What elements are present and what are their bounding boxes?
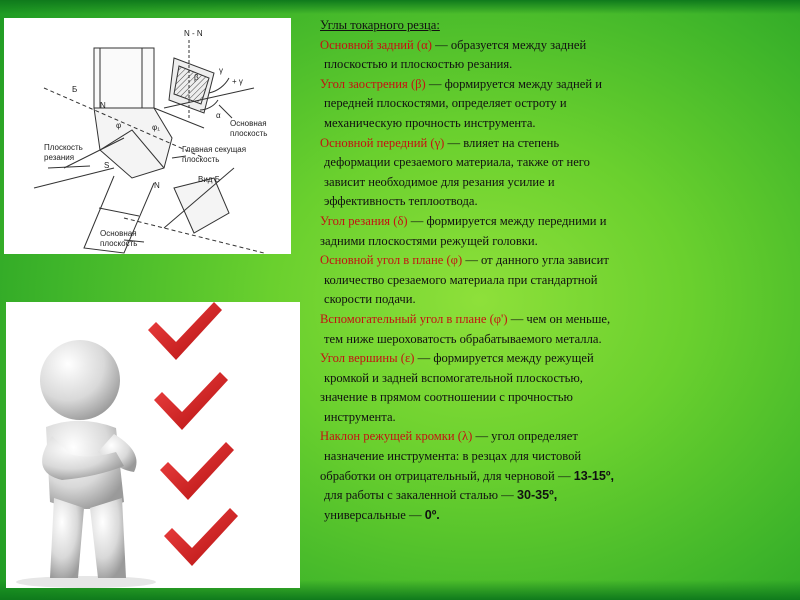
label-cutting-plane-1: Плоскость [44, 143, 83, 152]
item-phi-line-2: количество срезаемого материала при стандартной [324, 272, 598, 287]
label-phi1: φ₁ [152, 123, 160, 132]
item-alpha-line-1: Основной задний (α) — образуется между задней [320, 37, 587, 52]
term-gamma: Основной передний (γ) [320, 135, 445, 150]
item-gamma-line-3: зависит необходимое для резания усилие и [324, 174, 555, 189]
item-phi-line-1: Основной угол в плане (φ) — от данного угла зависит [320, 253, 609, 268]
item-lambda-line-1: Наклон режущей кромки (λ) — угол определяет [320, 429, 578, 444]
label-cutting-plane-2: резания [44, 153, 75, 162]
checkmark-4 [164, 508, 238, 566]
item-phi1-line-1: Вспомогательный угол в плане (φ') — чем он меньше, [320, 311, 611, 326]
checkmark-2 [154, 372, 228, 430]
item-phi1-line-2: тем ниже шероховатость обрабатываемого металла. [324, 331, 602, 346]
value-hardened-angle: 30-35º, [516, 488, 558, 503]
label-main-plane-b1: Основная [100, 229, 137, 238]
item-epsilon-line-4: инструмента. [324, 409, 396, 424]
label-view-b-marker: Б [72, 85, 78, 94]
label-gamma: γ [219, 66, 223, 75]
item-lambda-line-4: для работы с закаленной сталью — 30-35º, [324, 488, 558, 503]
item-gamma-line-2: деформации срезаемого материала, также от него [324, 155, 590, 170]
term-epsilon: Угол вершины (ε) [320, 351, 415, 366]
label-main-plane-b2: плоскость [100, 239, 138, 248]
item-epsilon-line-3: значение в прямом соотношении с прочностью [320, 390, 573, 405]
label-main-secant-2: плоскость [182, 155, 220, 164]
item-alpha-line-2: плоскостью и плоскостью резания. [324, 57, 513, 72]
value-rough-angle: 13-15º, [573, 468, 615, 483]
label-plus-gamma: + γ [232, 77, 243, 86]
label-section-nn: N - N [184, 29, 203, 38]
item-beta-line-3: механическую прочность инструмента. [324, 115, 536, 130]
label-beta: β [194, 73, 199, 82]
section-title: Углы токарного резца: [320, 18, 440, 32]
cutter-angles-diagram [4, 18, 291, 254]
label-main-plane-1: Основная [230, 119, 267, 128]
figure-head [40, 340, 120, 420]
value-universal-angle: 0º. [424, 507, 440, 522]
cutter-angles-text [320, 16, 695, 525]
term-phi-prime: Вспомогательный угол в плане (φ') [320, 311, 508, 326]
person-checklist-illustration [6, 302, 300, 588]
checkmarks [148, 302, 238, 566]
item-gamma-line-1: Основной передний (γ) — влияет на степень [320, 135, 560, 150]
item-beta-line-1: Угол заострения (β) — формируется между задней и [320, 76, 603, 91]
checkmark-3 [160, 442, 234, 500]
item-epsilon-line-1: Угол вершины (ε) — формируется между режущей [320, 351, 594, 366]
term-beta: Угол заострения (β) [320, 76, 426, 91]
term-delta: Угол резания (δ) [320, 213, 408, 228]
label-main-plane-2: плоскость [230, 129, 268, 138]
item-epsilon-line-2: кромкой и задней вспомогательной плоскостью, [324, 370, 583, 385]
item-delta-line-2: задними плоскостями режущей головки. [320, 233, 538, 248]
label-n-bottom: N [154, 181, 160, 190]
term-lambda: Наклон режущей кромки (λ) [320, 429, 473, 444]
label-alpha: α [216, 111, 221, 120]
label-s: S [104, 161, 110, 170]
item-gamma-line-4: эффективность теплоотвода. [324, 194, 478, 209]
item-lambda-line-5: универсальные — 0º. [324, 507, 440, 522]
slide-top-shade [0, 0, 800, 14]
item-phi-line-3: скорости подачи. [324, 292, 416, 307]
term-phi: Основной угол в плане (φ) [320, 253, 463, 268]
item-lambda-line-2: назначение инструмента: в резцах для чистовой [324, 449, 582, 464]
label-main-secant-1: Главная секущая [182, 145, 247, 154]
item-delta-line-1: Угол резания (δ) — формируется между передними и [320, 213, 607, 228]
person-with-checkmarks-icon [6, 302, 300, 588]
checkmark-1 [148, 302, 222, 360]
term-alpha: Основной задний (α) [320, 37, 432, 52]
cutter-diagram-drawing [4, 18, 291, 254]
item-beta-line-2: передней плоскостями, определяет остроту и [324, 96, 567, 111]
label-view-b: Вид Б [198, 175, 220, 184]
label-phi: φ [116, 121, 122, 130]
label-n-top: N [100, 101, 106, 110]
item-lambda-line-3: обработки он отрицательный, для черновой — 13-15º, [320, 468, 615, 483]
